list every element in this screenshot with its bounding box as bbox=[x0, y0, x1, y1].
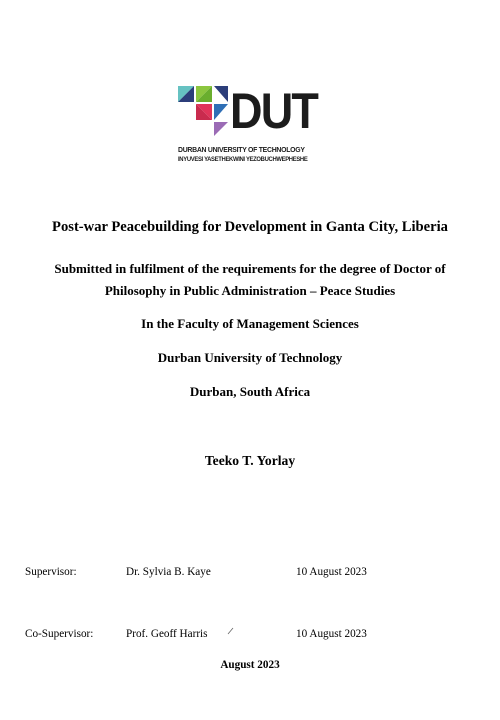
submission-statement bbox=[0, 258, 500, 302]
thesis-title: Post-war Peacebuilding for Development in Ganta City, Liberia bbox=[52, 219, 448, 235]
supervisor-date: 10 August 2023 bbox=[296, 566, 367, 578]
supervisor-label: Supervisor: bbox=[25, 566, 77, 578]
university-line: Durban University of Technology bbox=[157, 350, 343, 365]
co-supervisor-date: 10 August 2023 bbox=[296, 628, 367, 640]
author-name: Teeko T. Yorlay bbox=[204, 453, 296, 468]
supervisor-name: Dr. Sylvia B. Kaye bbox=[126, 566, 211, 578]
location-line: Durban, South Africa bbox=[189, 384, 311, 399]
submission-date: August 2023 bbox=[220, 659, 280, 671]
logo-line-zulu: INYUVESI YASETHEKWINI YEZOBUCHWEPHESHE bbox=[178, 156, 308, 163]
faculty-line: In the Faculty of Management Sciences bbox=[141, 316, 359, 331]
triangle-purple bbox=[214, 122, 228, 136]
co-supervisor-row bbox=[0, 628, 500, 644]
submission-line-1: Submitted in fulfilment of the requirements for the degree of Doctor of bbox=[54, 261, 446, 276]
submission-line-2: Philosophy in Public Administration – Peace Studies bbox=[104, 283, 396, 298]
triangle-navy-2 bbox=[214, 86, 228, 102]
co-supervisor-label: Co-Supervisor: bbox=[25, 628, 94, 640]
supervisor-row bbox=[0, 566, 500, 582]
co-supervisor-name: Prof. Geoff Harris bbox=[126, 628, 208, 640]
signature-mark bbox=[227, 627, 235, 635]
triangle-blue bbox=[214, 104, 228, 120]
logo-line-english: DURBAN UNIVERSITY OF TECHNOLOGY bbox=[178, 145, 305, 154]
dut-triangle-mark-icon bbox=[178, 86, 230, 136]
dut-logo bbox=[178, 83, 318, 170]
logo-wordmark: DUT bbox=[230, 83, 318, 139]
